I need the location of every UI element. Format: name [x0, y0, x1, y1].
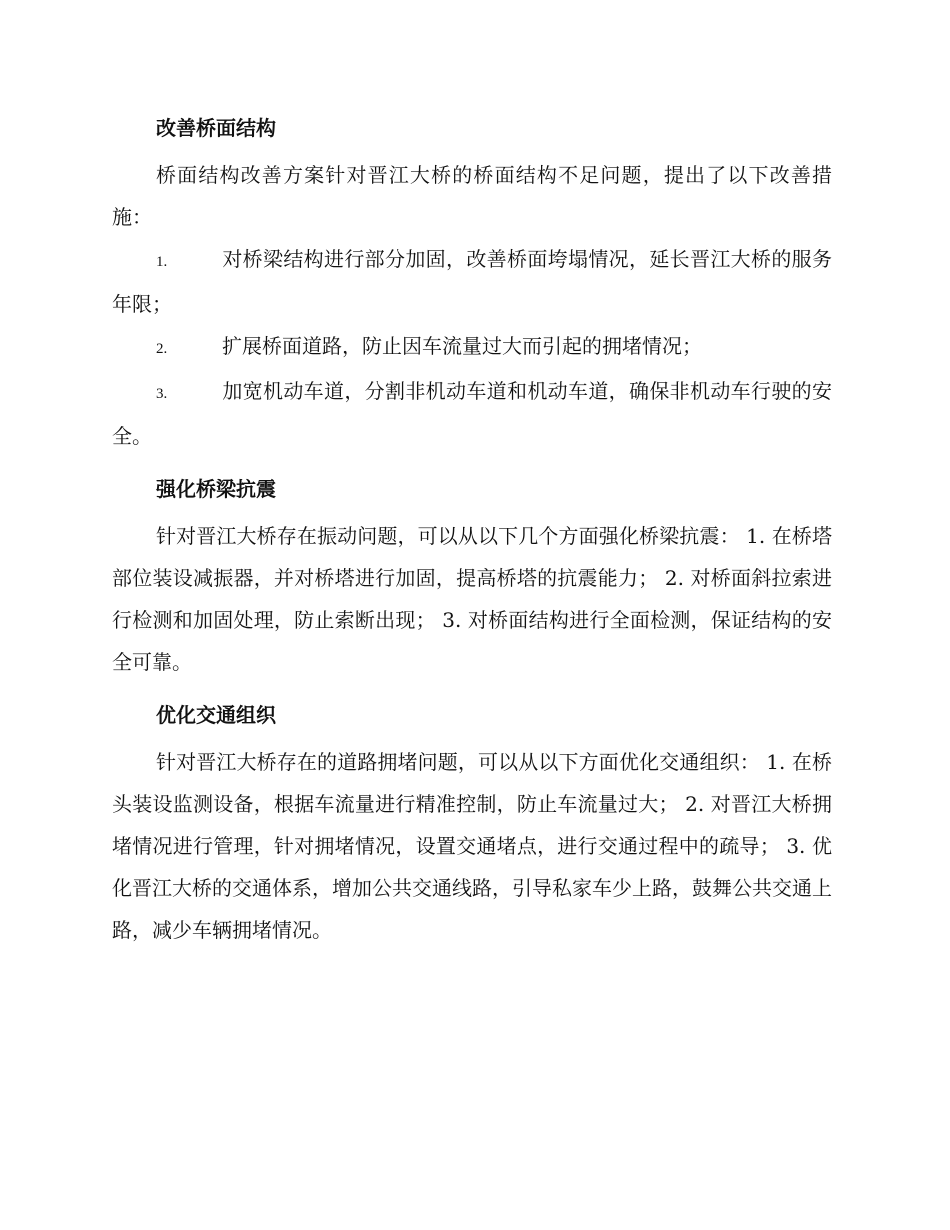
list-number: 1. [156, 254, 168, 270]
section-heading-seismic: 强化桥梁抗震 [156, 477, 276, 501]
list-text: 对桥梁结构进行部分加固，改善桥面垮塌情况，延长晋江大桥的服务年限； [112, 247, 832, 316]
list-item-2 [112, 325, 832, 370]
section-intro-deck: 桥面结构改善方案针对晋江大桥的桥面结构不足问题，提出了以下改善措施： [112, 163, 832, 229]
list-text: 加宽机动车道，分割非机动车道和机动车道，确保非机动车行驶的安全。 [112, 379, 832, 448]
list-number: 2. [156, 341, 168, 357]
list-text: 扩展桥面道路，防止因车流量过大而引起的拥堵情况； [222, 334, 702, 358]
list-item-1 [112, 238, 832, 325]
section-heading-deck: 改善桥面结构 [156, 116, 276, 140]
section-heading-traffic: 优化交通组织 [156, 703, 276, 727]
document-content [112, 108, 832, 951]
list-number: 3. [156, 386, 168, 402]
section-body-seismic: 针对晋江大桥存在振动问题，可以从以下几个方面强化桥梁抗震： 1. 在桥塔部位装设减振器，并对桥塔进行加固，提高桥塔的抗震能力； 2. 对桥面斜拉索进行检测和加固处理，防止索断出现； 3. 对桥面结构进行全面检测，保证结构的安全可靠。 [112, 524, 832, 674]
section-body-traffic: 针对晋江大桥存在的道路拥堵问题，可以从以下方面优化交通组织： 1. 在桥头装设监测设备，根据车流量进行精准控制，防止车流量过大； 2. 对晋江大桥拥堵情况进行管理，针对拥堵情况，设置交通堵点，进行交通过程中的疏导； 3. 优化晋江大桥的交通体系，增加公共交通线路，引导私家车少上路，鼓舞公共交通上路，减少车辆拥堵情况。 [112, 750, 832, 942]
list-item-3 [112, 370, 832, 457]
